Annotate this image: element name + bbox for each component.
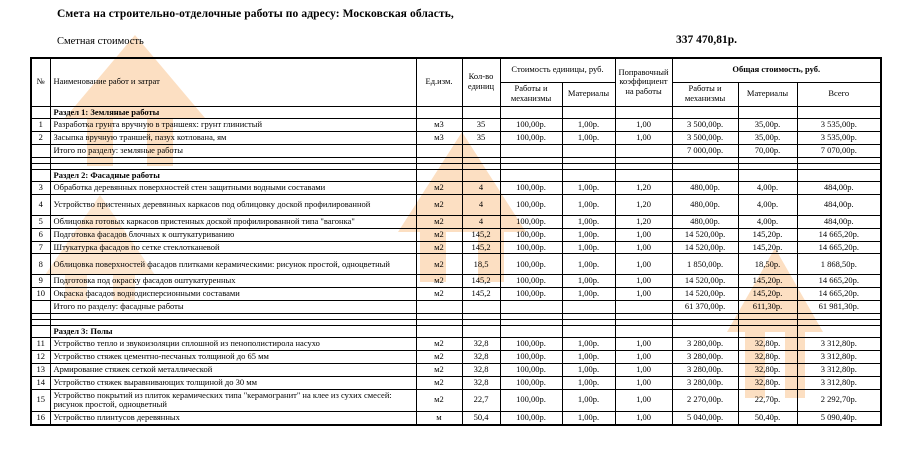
cell-total-materials: 22,70р. <box>738 389 797 412</box>
cell-unit-cost-materials: 1,00р. <box>562 216 615 229</box>
document-title: Смета на строительно-отделочные работы по адресу: Московская область, <box>57 8 454 20</box>
cell-qty: 32,8 <box>462 363 500 376</box>
table-header <box>31 58 881 106</box>
cell-total-works: 3 500,00р. <box>672 119 738 132</box>
cell-coeff <box>615 144 672 157</box>
cell-name: Разработка грунта вручную в траншеях: грунт глинистый <box>50 119 416 132</box>
cell-coeff: 1,00 <box>615 363 672 376</box>
cell-total: 14 665,20р. <box>797 228 881 241</box>
cell-unit-cost-works: 100,00р. <box>500 412 562 425</box>
cell-total-materials <box>738 325 797 338</box>
section-row <box>31 169 881 182</box>
cell-total: 14 665,20р. <box>797 241 881 254</box>
cell-coeff <box>615 325 672 338</box>
estimate-row <box>31 376 881 389</box>
cell-total-materials: 50,40р. <box>738 412 797 425</box>
cell-total: 484,00р. <box>797 195 881 216</box>
cell-coeff <box>615 300 672 313</box>
cell-num: 11 <box>31 338 50 351</box>
cell-total: 61 981,30р. <box>797 300 881 313</box>
cell-unit-cost-materials: 1,00р. <box>562 119 615 132</box>
cell-unit: м2 <box>416 275 462 288</box>
cell-total-materials: 4,00р. <box>738 182 797 195</box>
cell-unit-cost-materials <box>562 106 615 119</box>
cell-coeff: 1,00 <box>615 389 672 412</box>
estimate-row <box>31 254 881 275</box>
cell-total-materials: 145,20р. <box>738 275 797 288</box>
estimate-total-value: 337 470,81р. <box>676 34 738 46</box>
cell-coeff: 1,00 <box>615 412 672 425</box>
cell-total <box>797 169 881 182</box>
cell-coeff: 1,00 <box>615 119 672 132</box>
cell-unit-cost-works: 100,00р. <box>500 363 562 376</box>
cell-unit-cost-materials: 1,00р. <box>562 195 615 216</box>
cell-coeff <box>615 106 672 119</box>
cell-qty: 4 <box>462 182 500 195</box>
cell-total-materials: 611,30р. <box>738 300 797 313</box>
cell-total-works: 14 520,00р. <box>672 241 738 254</box>
cell-unit-cost-works: 100,00р. <box>500 351 562 364</box>
cell-unit: м2 <box>416 363 462 376</box>
cell-num: 7 <box>31 241 50 254</box>
header-total-group: Общая стоимость, руб. <box>672 58 881 82</box>
cell-name: Раздел 1: Земляные работы <box>50 106 416 119</box>
cell-name: Засыпка вручную траншей, пазух котлована, ям <box>50 132 416 145</box>
header-total-works: Работы и механизмы <box>672 82 738 106</box>
cell-name: Облицовка поверхностей фасадов плитками керамическими: рисунок простой, одноцветный <box>50 254 416 275</box>
cell-total: 5 090,40р. <box>797 412 881 425</box>
estimate-row <box>31 119 881 132</box>
cell-unit-cost-materials: 1,00р. <box>562 254 615 275</box>
cell-total-materials: 35,00р. <box>738 132 797 145</box>
cell-num <box>31 300 50 313</box>
cell-total-works: 3 280,00р. <box>672 351 738 364</box>
cell-unit-cost-works <box>500 169 562 182</box>
cell-unit-cost-works <box>500 300 562 313</box>
cell-num: 5 <box>31 216 50 229</box>
cell-total-works: 480,00р. <box>672 182 738 195</box>
cell-name: Штукатурка фасадов по сетке стеклотканевой <box>50 241 416 254</box>
estimate-row <box>31 216 881 229</box>
cell-total: 14 665,20р. <box>797 288 881 301</box>
cell-total: 3 535,00р. <box>797 132 881 145</box>
cell-total-materials: 35,00р. <box>738 119 797 132</box>
cell-total-works: 3 280,00р. <box>672 363 738 376</box>
cell-name: Устройство покрытий из плиток керамических типа "керамогранит" на клее из сухих смесей: рисунок простой, одноцветный <box>50 389 416 412</box>
cell-unit-cost-works: 100,00р. <box>500 132 562 145</box>
cell-unit <box>416 144 462 157</box>
cell-total: 3 535,00р. <box>797 119 881 132</box>
cell-coeff: 1,20 <box>615 195 672 216</box>
cell-name: Обработка деревянных поверхностей стен защитными водными составами <box>50 182 416 195</box>
cell-coeff: 1,20 <box>615 216 672 229</box>
cell-total-works <box>672 106 738 119</box>
cell-total-works: 3 280,00р. <box>672 338 738 351</box>
header-unit-cost-materials: Материалы <box>562 82 615 106</box>
cell-coeff <box>615 169 672 182</box>
cell-unit-cost-works: 100,00р. <box>500 275 562 288</box>
cell-unit-cost-materials: 1,00р. <box>562 376 615 389</box>
cell-unit: м2 <box>416 288 462 301</box>
cell-name: Раздел 2: Фасадные работы <box>50 169 416 182</box>
cell-total: 484,00р. <box>797 216 881 229</box>
header-name: Наименование работ и затрат <box>50 58 416 106</box>
table-body <box>31 106 881 425</box>
cell-num: 8 <box>31 254 50 275</box>
cell-coeff: 1,00 <box>615 228 672 241</box>
cell-total-works: 3 500,00р. <box>672 132 738 145</box>
cell-unit-cost-materials: 1,00р. <box>562 363 615 376</box>
cell-unit-cost-works: 100,00р. <box>500 338 562 351</box>
cell-num: 6 <box>31 228 50 241</box>
cell-num: 10 <box>31 288 50 301</box>
cell-num <box>31 325 50 338</box>
total-row <box>31 300 881 313</box>
cell-name: Устройство тепло и звукоизоляции сплошной из пенополистирола насухо <box>50 338 416 351</box>
cell-qty <box>462 169 500 182</box>
cell-unit-cost-works: 100,00р. <box>500 216 562 229</box>
cell-unit-cost-materials: 1,00р. <box>562 228 615 241</box>
cell-total: 14 665,20р. <box>797 275 881 288</box>
cell-coeff: 1,00 <box>615 338 672 351</box>
cell-name: Итого по разделу: фасадные работы <box>50 300 416 313</box>
cell-total: 1 868,50р. <box>797 254 881 275</box>
estimate-row <box>31 288 881 301</box>
cell-unit: м3 <box>416 119 462 132</box>
cell-unit-cost-works <box>500 106 562 119</box>
cell-qty: 32,8 <box>462 351 500 364</box>
cell-coeff: 1,00 <box>615 288 672 301</box>
cell-total-materials: 145,20р. <box>738 241 797 254</box>
cell-total-works: 7 000,00р. <box>672 144 738 157</box>
cell-unit-cost-materials <box>562 144 615 157</box>
section-row <box>31 106 881 119</box>
estimate-row <box>31 132 881 145</box>
cell-num <box>31 106 50 119</box>
estimate-row <box>31 363 881 376</box>
section-row <box>31 325 881 338</box>
cell-qty: 22,7 <box>462 389 500 412</box>
cell-num: 13 <box>31 363 50 376</box>
cell-num <box>31 169 50 182</box>
cell-qty: 32,8 <box>462 338 500 351</box>
cell-unit-cost-works: 100,00р. <box>500 195 562 216</box>
cell-unit-cost-works: 100,00р. <box>500 288 562 301</box>
cell-qty <box>462 300 500 313</box>
cell-qty <box>462 144 500 157</box>
cell-unit-cost-works: 100,00р. <box>500 241 562 254</box>
cell-total-works: 14 520,00р. <box>672 275 738 288</box>
cell-name: Итого по разделу: земляные работы <box>50 144 416 157</box>
cell-total <box>797 106 881 119</box>
cell-unit <box>416 300 462 313</box>
cell-num <box>31 144 50 157</box>
cell-name: Облицовка готовых каркасов пристенных доской профилированной типа "вагонка" <box>50 216 416 229</box>
cell-coeff: 1,00 <box>615 132 672 145</box>
estimate-row <box>31 275 881 288</box>
cell-unit-cost-materials: 1,00р. <box>562 275 615 288</box>
cell-name: Подготовка фасадов блочных к оштукатуриванию <box>50 228 416 241</box>
estimate-row <box>31 338 881 351</box>
cell-unit-cost-materials <box>562 325 615 338</box>
cell-total-materials: 32,80р. <box>738 363 797 376</box>
cell-unit: м2 <box>416 241 462 254</box>
cell-unit-cost-works <box>500 325 562 338</box>
cell-coeff: 1,00 <box>615 275 672 288</box>
cell-qty: 4 <box>462 195 500 216</box>
cell-name: Устройство пристенных деревянных каркасов под облицовку доской профилированной <box>50 195 416 216</box>
cell-total-works: 480,00р. <box>672 216 738 229</box>
cell-qty: 145,2 <box>462 228 500 241</box>
cell-num: 12 <box>31 351 50 364</box>
estimate-row <box>31 228 881 241</box>
cell-num: 1 <box>31 119 50 132</box>
cell-unit-cost-materials: 1,00р. <box>562 351 615 364</box>
cell-name: Устройство стяжек цементно-песчаных толщиной до 65 мм <box>50 351 416 364</box>
cell-unit: м3 <box>416 132 462 145</box>
cell-coeff: 1,00 <box>615 241 672 254</box>
cell-num: 2 <box>31 132 50 145</box>
cell-qty: 145,2 <box>462 275 500 288</box>
header-qty: Кол-во единиц <box>462 58 500 106</box>
estimate-row <box>31 241 881 254</box>
cell-total-materials: 32,80р. <box>738 376 797 389</box>
cell-total-materials <box>738 169 797 182</box>
cell-num: 3 <box>31 182 50 195</box>
cell-unit: м2 <box>416 216 462 229</box>
cell-unit-cost-materials: 1,00р. <box>562 412 615 425</box>
cell-qty: 35 <box>462 132 500 145</box>
cell-total <box>797 325 881 338</box>
cell-unit-cost-works: 100,00р. <box>500 389 562 412</box>
cell-total-works <box>672 169 738 182</box>
cell-num: 9 <box>31 275 50 288</box>
cell-unit-cost-works: 100,00р. <box>500 376 562 389</box>
cell-name: Окраска фасадов воднодисперсионными составами <box>50 288 416 301</box>
estimate-row <box>31 351 881 364</box>
cell-unit: м2 <box>416 228 462 241</box>
cell-unit-cost-works: 100,00р. <box>500 228 562 241</box>
cell-unit-cost-materials: 1,00р. <box>562 182 615 195</box>
cell-qty: 4 <box>462 216 500 229</box>
cell-unit-cost-works: 100,00р. <box>500 119 562 132</box>
cell-unit-cost-materials: 1,00р. <box>562 241 615 254</box>
cell-total-materials: 18,50р. <box>738 254 797 275</box>
estimate-row <box>31 182 881 195</box>
cell-total: 3 312,80р. <box>797 351 881 364</box>
cell-num: 16 <box>31 412 50 425</box>
header-total-all: Всего <box>797 82 881 106</box>
cell-total-materials: 145,20р. <box>738 228 797 241</box>
cell-total-works: 5 040,00р. <box>672 412 738 425</box>
cell-total: 484,00р. <box>797 182 881 195</box>
cell-unit: м2 <box>416 195 462 216</box>
cell-coeff: 1,00 <box>615 376 672 389</box>
cell-total-works: 61 370,00р. <box>672 300 738 313</box>
cell-total-works <box>672 325 738 338</box>
cell-unit-cost-works: 100,00р. <box>500 254 562 275</box>
cell-unit: м2 <box>416 351 462 364</box>
estimate-row <box>31 389 881 412</box>
header-unit-cost-group: Стоимость единицы, руб. <box>500 58 615 82</box>
header-unit-cost-works: Работы и механизмы <box>500 82 562 106</box>
cell-unit-cost-materials: 1,00р. <box>562 132 615 145</box>
cell-qty: 32,8 <box>462 376 500 389</box>
cell-total-materials: 4,00р. <box>738 195 797 216</box>
cell-coeff: 1,00 <box>615 351 672 364</box>
cell-unit-cost-materials <box>562 300 615 313</box>
cell-total: 3 312,80р. <box>797 338 881 351</box>
cell-total-materials: 70,00р. <box>738 144 797 157</box>
cell-total: 3 312,80р. <box>797 376 881 389</box>
header-unit: Ед.изм. <box>416 58 462 106</box>
cell-name: Устройство стяжек выравнивающих толщиной до 30 мм <box>50 376 416 389</box>
cell-total-materials: 32,80р. <box>738 338 797 351</box>
cell-total: 3 312,80р. <box>797 363 881 376</box>
cell-unit: м2 <box>416 338 462 351</box>
cell-unit: м2 <box>416 254 462 275</box>
cell-unit-cost-materials: 1,00р. <box>562 389 615 412</box>
cell-unit-cost-works <box>500 144 562 157</box>
cell-total-works: 3 280,00р. <box>672 376 738 389</box>
cell-name: Раздел 3: Полы <box>50 325 416 338</box>
cell-total: 2 292,70р. <box>797 389 881 412</box>
cell-unit <box>416 169 462 182</box>
cell-name: Подготовка под окраску фасадов оштукатуренных <box>50 275 416 288</box>
cell-total-works: 14 520,00р. <box>672 288 738 301</box>
cell-name: Армирование стяжек сеткой металлической <box>50 363 416 376</box>
header-total-materials: Материалы <box>738 82 797 106</box>
estimate-row <box>31 195 881 216</box>
cell-unit-cost-materials: 1,00р. <box>562 338 615 351</box>
cell-total-materials: 4,00р. <box>738 216 797 229</box>
cell-name: Устройство плинтусов деревянных <box>50 412 416 425</box>
cell-unit <box>416 106 462 119</box>
cell-num: 15 <box>31 389 50 412</box>
cell-unit: м2 <box>416 376 462 389</box>
cell-unit: м2 <box>416 182 462 195</box>
cell-unit-cost-works: 100,00р. <box>500 182 562 195</box>
cell-total-materials: 32,80р. <box>738 351 797 364</box>
estimate-table <box>30 57 882 426</box>
cell-unit <box>416 325 462 338</box>
cell-qty: 50,4 <box>462 412 500 425</box>
cell-total-materials <box>738 106 797 119</box>
header-coeff: Поправочный коэффициент на работы <box>615 58 672 106</box>
cell-unit-cost-materials: 1,00р. <box>562 288 615 301</box>
cell-qty <box>462 106 500 119</box>
estimate-row <box>31 412 881 425</box>
cell-num: 14 <box>31 376 50 389</box>
cell-qty: 145,2 <box>462 241 500 254</box>
cell-unit: м <box>416 412 462 425</box>
cell-num: 4 <box>31 195 50 216</box>
total-row <box>31 144 881 157</box>
cell-qty <box>462 325 500 338</box>
estimate-cost-label: Сметная стоимость <box>57 36 144 47</box>
cell-qty: 18,5 <box>462 254 500 275</box>
cell-unit: м2 <box>416 389 462 412</box>
cell-total-works: 14 520,00р. <box>672 228 738 241</box>
cell-coeff: 1,00 <box>615 254 672 275</box>
cell-total-works: 1 850,00р. <box>672 254 738 275</box>
header-num: № <box>31 58 50 106</box>
cell-coeff: 1,20 <box>615 182 672 195</box>
cell-total-materials: 145,20р. <box>738 288 797 301</box>
cell-total-works: 480,00р. <box>672 195 738 216</box>
cell-total-works: 2 270,00р. <box>672 389 738 412</box>
cell-unit-cost-materials <box>562 169 615 182</box>
cell-qty: 35 <box>462 119 500 132</box>
cell-qty: 145,2 <box>462 288 500 301</box>
cell-total: 7 070,00р. <box>797 144 881 157</box>
